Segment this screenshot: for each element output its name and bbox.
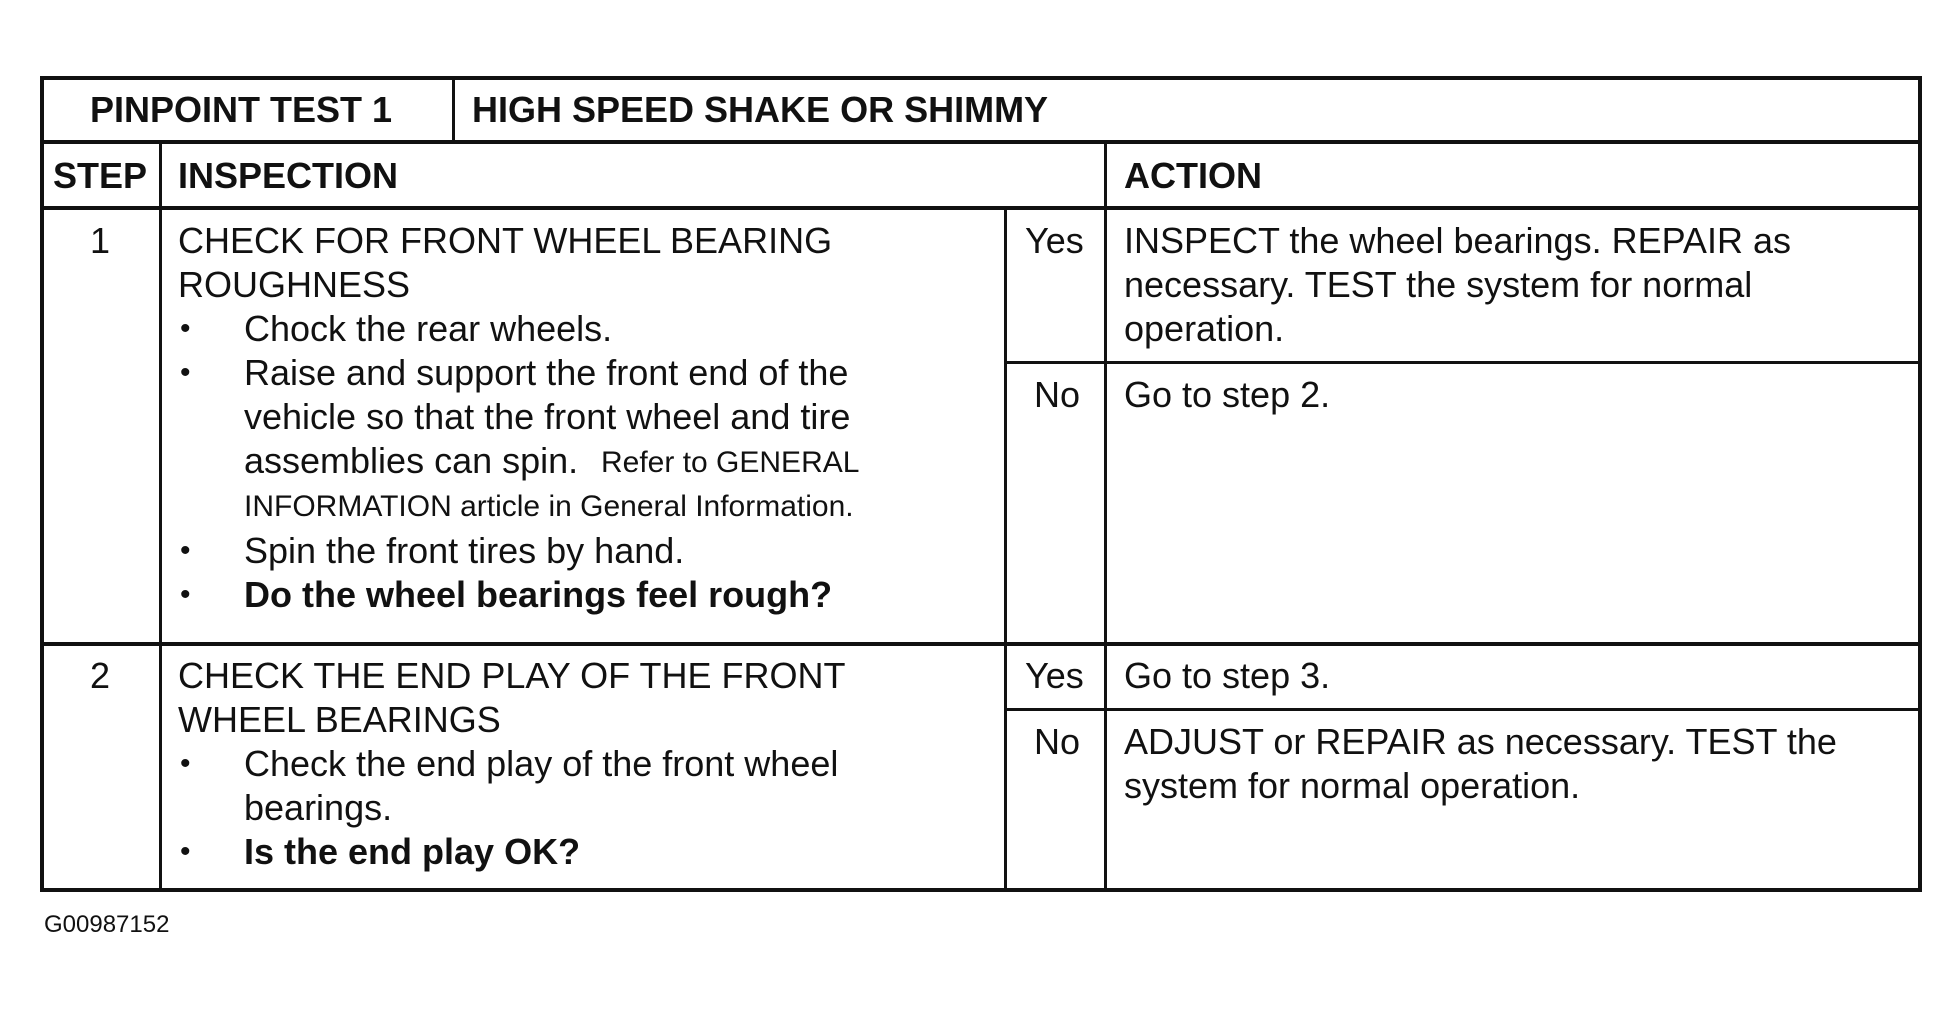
bullet-dot: • xyxy=(180,835,191,868)
reference-note: Refer to GENERAL xyxy=(601,446,860,479)
step-title-continued: WHEEL BEARINGS xyxy=(178,699,501,740)
no-action-continued: system for normal operation. xyxy=(1124,765,1581,806)
yes-label: Yes xyxy=(1025,655,1084,696)
yes-action-continued: necessary. TEST the system for normal xyxy=(1124,264,1753,305)
divider-title-row xyxy=(40,140,1922,144)
divider-title-cells xyxy=(452,76,455,142)
no-label: No xyxy=(1034,721,1081,762)
inspection-question: Is the end play OK? xyxy=(244,831,581,872)
divider-yesno-col xyxy=(1004,208,1007,890)
no-action: Go to step 2. xyxy=(1124,374,1331,415)
column-header-action: ACTION xyxy=(1124,155,1262,196)
inspection-item-continued: bearings. xyxy=(244,787,393,828)
divider-header-row xyxy=(40,206,1922,210)
table-border-left xyxy=(40,76,44,892)
bullet-dot: • xyxy=(180,356,191,389)
figure-id: G00987152 xyxy=(44,911,170,938)
table-border-right xyxy=(1918,76,1922,892)
reference-note-continued: INFORMATION article in General Information. xyxy=(244,490,854,523)
no-action: ADJUST or REPAIR as necessary. TEST the xyxy=(1124,721,1837,762)
divider-step1-yes-no xyxy=(1004,361,1922,364)
yes-action: Go to step 3. xyxy=(1124,655,1331,696)
bullet-dot: • xyxy=(180,534,191,567)
step-title: CHECK FOR FRONT WHEEL BEARING xyxy=(178,220,833,261)
inspection-item: Check the end play of the front wheel xyxy=(244,743,839,784)
bullet-dot: • xyxy=(180,312,191,345)
no-label: No xyxy=(1034,374,1081,415)
step-title: CHECK THE END PLAY OF THE FRONT xyxy=(178,655,846,696)
test-title: HIGH SPEED SHAKE OR SHIMMY xyxy=(472,89,1049,130)
divider-step-rows xyxy=(40,642,1922,646)
bullet-dot: • xyxy=(180,747,191,780)
yes-label: Yes xyxy=(1025,220,1084,261)
step-number: 2 xyxy=(90,655,111,696)
pinpoint-test-table xyxy=(40,76,1922,892)
column-header-step: STEP xyxy=(53,155,148,196)
divider-action-col xyxy=(1104,142,1107,890)
inspection-item: Spin the front tires by hand. xyxy=(244,530,685,571)
inspection-item-continued: assemblies can spin. xyxy=(244,440,579,481)
yes-action: INSPECT the wheel bearings. REPAIR as xyxy=(1124,220,1791,261)
inspection-item: Chock the rear wheels. xyxy=(244,308,613,349)
yes-action-continued: operation. xyxy=(1124,308,1285,349)
step-title-continued: ROUGHNESS xyxy=(178,264,411,305)
test-number-label: PINPOINT TEST 1 xyxy=(90,89,393,130)
inspection-item-continued: vehicle so that the front wheel and tire xyxy=(244,396,851,437)
divider-step-col xyxy=(159,142,162,890)
column-header-inspection: INSPECTION xyxy=(178,155,399,196)
inspection-item: Raise and support the front end of the xyxy=(244,352,849,393)
table-border-bottom xyxy=(40,888,1922,892)
step-number: 1 xyxy=(90,220,111,261)
inspection-question: Do the wheel bearings feel rough? xyxy=(244,574,833,615)
bullet-dot: • xyxy=(180,578,191,611)
divider-step2-yes-no xyxy=(1004,708,1922,711)
table-border-top xyxy=(40,76,1922,80)
